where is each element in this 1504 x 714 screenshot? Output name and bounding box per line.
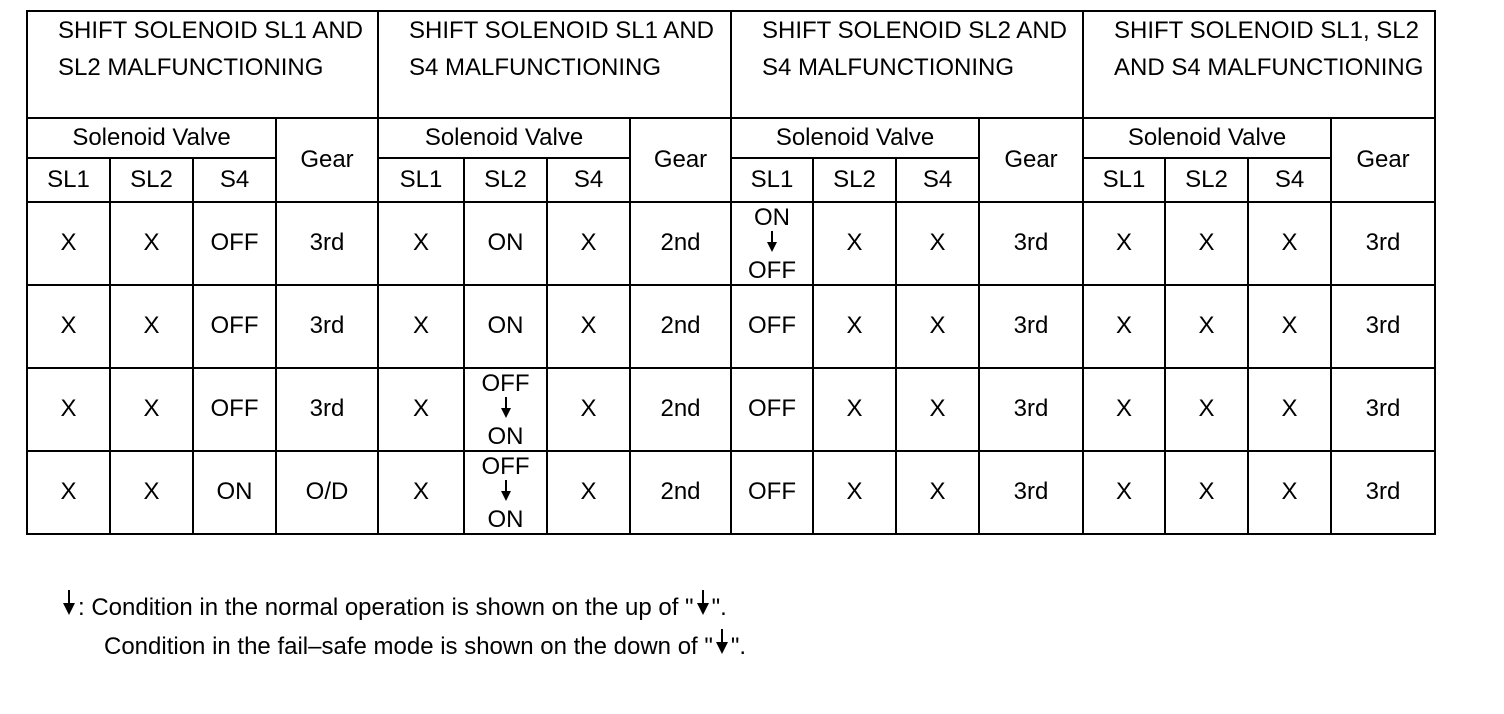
legend-line2-prefix: Condition in the fail–safe mode is shown on the down of " xyxy=(104,632,713,660)
state-transition xyxy=(481,452,530,533)
valve-header-row xyxy=(27,118,1435,158)
valve-state-cell: X xyxy=(1165,285,1248,368)
down-arrow-icon xyxy=(62,588,76,627)
gear-cell: 3rd xyxy=(276,285,378,368)
legend xyxy=(60,588,746,666)
column-header: SL2 xyxy=(110,158,193,202)
section-title: SHIFT SOLENOID SL1 AND SL2 MALFUNCTIONING xyxy=(27,11,378,118)
gear-header: Gear xyxy=(276,118,378,202)
down-arrow-icon xyxy=(500,397,512,424)
valve-state-cell: X xyxy=(378,368,464,451)
section-title-row xyxy=(27,11,1435,118)
down-arrow-icon xyxy=(696,588,710,627)
valve-state-cell: X xyxy=(896,451,979,534)
down-arrow-icon xyxy=(715,627,729,666)
valve-state-cell: X xyxy=(547,368,630,451)
column-header: SL2 xyxy=(813,158,896,202)
legend-line1-suffix: ". xyxy=(711,593,727,621)
valve-state-cell: X xyxy=(110,368,193,451)
valve-state-cell: X xyxy=(1248,285,1331,368)
valve-state-cell: X xyxy=(813,285,896,368)
gear-cell: 3rd xyxy=(1331,451,1435,534)
valve-state-cell: X xyxy=(1165,451,1248,534)
valve-state-cell: X xyxy=(813,202,896,285)
valve-state-cell: X xyxy=(813,451,896,534)
valve-state-cell: OFF xyxy=(193,202,276,285)
column-header: SL1 xyxy=(1083,158,1165,202)
valve-state-cell: X xyxy=(896,202,979,285)
valve-state-cell: X xyxy=(27,451,110,534)
solenoid-valve-header: Solenoid Valve xyxy=(378,118,630,158)
valve-state-cell xyxy=(464,368,547,451)
legend-line1-prefix: : Condition in the normal operation is shown on the up of " xyxy=(78,593,694,621)
gear-cell: 3rd xyxy=(979,451,1083,534)
valve-state-cell: X xyxy=(27,285,110,368)
state-failsafe: ON xyxy=(487,505,524,533)
state-normal: ON xyxy=(754,203,790,231)
legend-line2-suffix: ". xyxy=(730,632,747,660)
state-normal: OFF xyxy=(481,369,530,397)
section-title: SHIFT SOLENOID SL1, SL2 AND S4 MALFUNCTIONING xyxy=(1083,11,1435,118)
valve-state-cell: OFF xyxy=(193,285,276,368)
gear-header: Gear xyxy=(1331,118,1435,202)
gear-header: Gear xyxy=(630,118,731,202)
gear-cell: 3rd xyxy=(979,285,1083,368)
solenoid-valve-header: Solenoid Valve xyxy=(731,118,979,158)
column-header: S4 xyxy=(896,158,979,202)
valve-state-cell: X xyxy=(896,285,979,368)
valve-state-cell: OFF xyxy=(193,368,276,451)
valve-state-cell: X xyxy=(1248,202,1331,285)
valve-state-cell: X xyxy=(1083,202,1165,285)
valve-state-cell: ON xyxy=(464,202,547,285)
column-header-row xyxy=(27,158,1435,202)
column-header: S4 xyxy=(193,158,276,202)
gear-cell: 3rd xyxy=(1331,202,1435,285)
valve-state-cell: X xyxy=(378,285,464,368)
valve-state-cell: X xyxy=(813,368,896,451)
gear-cell: 2nd xyxy=(630,368,731,451)
gear-header: Gear xyxy=(979,118,1083,202)
state-transition xyxy=(748,203,796,284)
solenoid-table xyxy=(26,10,1436,535)
gear-cell: 2nd xyxy=(630,285,731,368)
valve-state-cell: OFF xyxy=(731,368,813,451)
valve-state-cell: X xyxy=(1083,285,1165,368)
solenoid-valve-header: Solenoid Valve xyxy=(27,118,276,158)
table-row xyxy=(27,451,1435,534)
column-header: SL1 xyxy=(378,158,464,202)
section-title: SHIFT SOLENOID SL1 AND S4 MALFUNCTIONING xyxy=(378,11,731,118)
column-header: SL1 xyxy=(27,158,110,202)
down-arrow-icon xyxy=(500,480,512,507)
valve-state-cell xyxy=(731,202,813,285)
column-header: S4 xyxy=(547,158,630,202)
state-failsafe: ON xyxy=(487,422,524,450)
valve-state-cell: X xyxy=(547,202,630,285)
valve-state-cell: X xyxy=(1083,451,1165,534)
valve-state-cell: X xyxy=(110,202,193,285)
column-header: SL1 xyxy=(731,158,813,202)
valve-state-cell: X xyxy=(1165,368,1248,451)
valve-state-cell: OFF xyxy=(731,451,813,534)
legend-line-normal xyxy=(60,588,746,627)
column-header: SL2 xyxy=(464,158,547,202)
solenoid-valve-header: Solenoid Valve xyxy=(1083,118,1331,158)
gear-cell: O/D xyxy=(276,451,378,534)
gear-cell: 3rd xyxy=(1331,285,1435,368)
gear-cell: 3rd xyxy=(979,202,1083,285)
valve-state-cell: X xyxy=(110,451,193,534)
valve-state-cell: X xyxy=(1083,368,1165,451)
valve-state-cell: ON xyxy=(193,451,276,534)
valve-state-cell: X xyxy=(110,285,193,368)
valve-state-cell: X xyxy=(1248,451,1331,534)
column-header: SL2 xyxy=(1165,158,1248,202)
gear-cell: 3rd xyxy=(979,368,1083,451)
gear-cell: 3rd xyxy=(276,368,378,451)
down-arrow-icon xyxy=(766,231,778,258)
gear-cell: 3rd xyxy=(1331,368,1435,451)
valve-state-cell: X xyxy=(378,202,464,285)
table-row xyxy=(27,202,1435,285)
valve-state-cell: X xyxy=(896,368,979,451)
state-normal: OFF xyxy=(481,452,530,480)
valve-state-cell: X xyxy=(378,451,464,534)
section-title: SHIFT SOLENOID SL2 AND S4 MALFUNCTIONING xyxy=(731,11,1083,118)
valve-state-cell: OFF xyxy=(731,285,813,368)
valve-state-cell xyxy=(464,451,547,534)
table-row xyxy=(27,368,1435,451)
legend-line-failsafe xyxy=(60,627,746,666)
gear-cell: 2nd xyxy=(630,451,731,534)
valve-state-cell: ON xyxy=(464,285,547,368)
valve-state-cell: X xyxy=(547,451,630,534)
gear-cell: 3rd xyxy=(276,202,378,285)
table-row xyxy=(27,285,1435,368)
valve-state-cell: X xyxy=(27,368,110,451)
valve-state-cell: X xyxy=(1248,368,1331,451)
state-transition xyxy=(481,369,530,450)
valve-state-cell: X xyxy=(547,285,630,368)
state-failsafe: OFF xyxy=(748,256,796,284)
valve-state-cell: X xyxy=(27,202,110,285)
column-header: S4 xyxy=(1248,158,1331,202)
valve-state-cell: X xyxy=(1165,202,1248,285)
gear-cell: 2nd xyxy=(630,202,731,285)
